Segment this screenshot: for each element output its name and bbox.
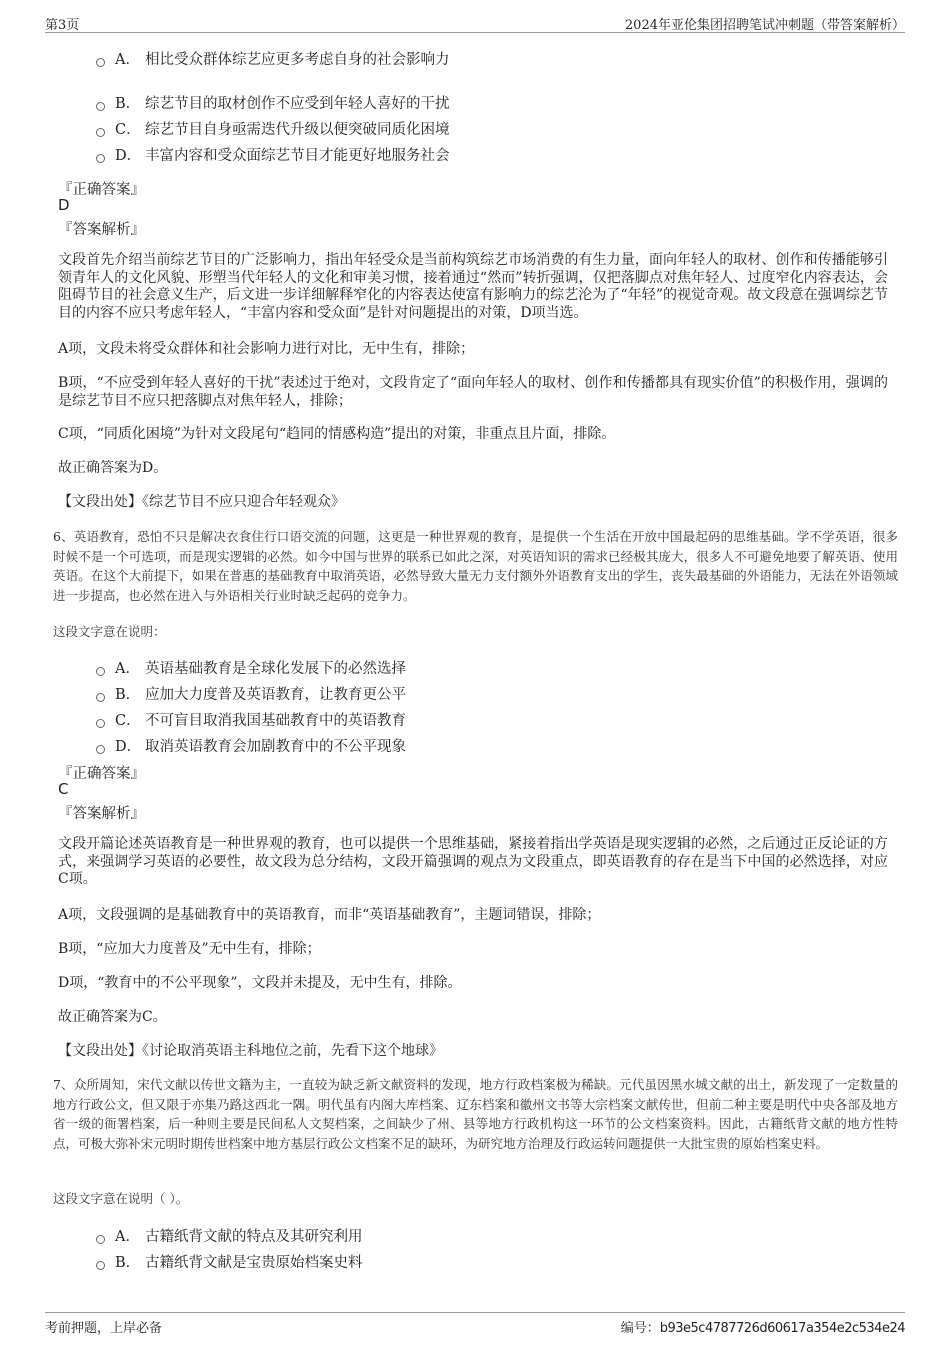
- q5-answer: D: [58, 196, 70, 214]
- q6-source: 【文段出处】《讨论取消英语主科地位之前，先看下这个地球》: [58, 1043, 443, 1059]
- radio-icon[interactable]: [96, 58, 105, 67]
- radio-icon[interactable]: [96, 693, 105, 702]
- q5-option-b[interactable]: B． 综艺节目的取材创作不应受到年轻人喜好的干扰: [96, 92, 450, 113]
- q5-analysis-label: 『答案解析』: [58, 222, 145, 238]
- radio-icon[interactable]: [96, 745, 105, 754]
- q6-analysis-conclusion: 故正确答案为C。: [58, 1009, 167, 1025]
- footer-slogan: 考前押题，上岸必备: [45, 1321, 163, 1336]
- q5-analysis-b: B项，“不应受到年轻人喜好的干扰”表述过于绝对，文段肯定了“面向年轻人的取材、创作和传播都具有现实价值”的积极作用，强调的是综艺节目不应只把落脚点对焦年轻人，排除；: [58, 375, 888, 409]
- q6-answer-label: 『正确答案』: [58, 766, 145, 782]
- radio-icon[interactable]: [96, 1235, 105, 1244]
- q6-prompt: 这段文字意在说明：: [53, 624, 166, 639]
- q6-analysis-b: B项，“应加大力度普及”无中生有，排除；: [58, 941, 321, 957]
- radio-icon[interactable]: [96, 102, 105, 111]
- q6-answer: C: [58, 780, 69, 798]
- radio-icon[interactable]: [96, 154, 105, 163]
- q6-analysis-a: A项，文段强调的是基础教育中的英语教育，而非“英语基础教育”，主题词错误，排除；: [58, 907, 601, 923]
- q5-option-a[interactable]: A． 相比受众群体综艺应更多考虑自身的社会影响力: [96, 48, 450, 69]
- q6-option-b[interactable]: B． 应加大力度普及英语教育，让教育更公平: [96, 683, 406, 704]
- page-number: 第3页: [45, 18, 80, 33]
- document-title: 2024年亚伦集团招聘笔试冲刺题（带答案解析）: [624, 18, 905, 33]
- radio-icon[interactable]: [96, 1261, 105, 1270]
- document-code: 编号：b93e5c4787726d60617a354e2c534e24: [620, 1321, 905, 1336]
- q6-option-c[interactable]: C． 不可盲目取消我国基础教育中的英语教育: [96, 709, 406, 730]
- q5-analysis-conclusion: 故正确答案为D。: [58, 460, 168, 476]
- page-header: [45, 12, 905, 33]
- q5-option-d[interactable]: D． 丰富内容和受众面综艺节目才能更好地服务社会: [96, 144, 450, 165]
- q5-answer-label: 『正确答案』: [58, 182, 145, 198]
- q7-prompt: 这段文字意在说明（ ）。: [53, 1191, 189, 1206]
- q6-analysis-d: D项，“教育中的不公平现象”，文段并未提及，无中生有，排除。: [58, 975, 462, 991]
- page-footer: [45, 1312, 905, 1337]
- q5-analysis-c: C项，“同质化困境”为针对文段尾句“趋同的情感构造”提出的对策，非重点且片面，排除。: [58, 426, 616, 442]
- q5-analysis-a: A项，文段未将受众群体和社会影响力进行对比，无中生有，排除；: [58, 341, 475, 357]
- radio-icon[interactable]: [96, 128, 105, 137]
- q7-option-a[interactable]: A． 古籍纸背文献的特点及其研究利用: [96, 1225, 363, 1246]
- q7-option-b[interactable]: B． 古籍纸背文献是宝贵原始档案史料: [96, 1251, 363, 1272]
- q7-passage: 7、众所周知，宋代文献以传世文籍为主，一直较为缺乏新文献资料的发现，地方行政档案极为稀缺。元代虽因黑水城文献的出土，新发现了一定数量的地方行政公文，但又限于亦集乃路这西北一隅。明代虽有内阁大库档案、辽东档案和徽州文书等大宗档案文献传世，但前二种主要是明代中央各部及地方省一级的衙署档案，后一种则主要是民间私人文契档案，之间缺少了州、县等地方行政机构这一环节的公文档案资料。因此，古籍纸背文献的地方性特点，可极大弥补宋元明时期传世档案中地方基层行政公文档案不足的缺环，为研究地方治理及行政运转问题提供一大批宝贵的原始档案史料。: [53, 1077, 898, 1151]
- q6-analysis-label: 『答案解析』: [58, 806, 145, 822]
- q6-passage: 6、英语教育，恐怕不只是解决衣食住行口语交流的问题，这更是一种世界观的教育，是提供一个生活在开放中国最起码的思维基础。学不学英语，很多时候不是一个可选项，而是现实逻辑的必然。如今中国与世界的联系已如此之深，对英语知识的需求已经极其庞大，很多人不可避免地要了解英语、使用英语。在这个大前提下，如果在普惠的基础教育中取消英语，必然导致大量无力支付额外外语教育支出的学生，丧失最基础的外语能力，无法在外语领域进一步提高，也必然在进入与外语相关行业时缺乏起码的竞争力。: [53, 529, 898, 603]
- radio-icon[interactable]: [96, 719, 105, 728]
- radio-icon[interactable]: [96, 667, 105, 676]
- q5-option-c[interactable]: C． 综艺节目自身亟需迭代升级以便突破同质化困境: [96, 118, 450, 139]
- q6-option-d[interactable]: D． 取消英语教育会加剧教育中的不公平现象: [96, 735, 406, 756]
- q5-source: 【文段出处】《综艺节目不应只迎合年轻观众》: [58, 494, 345, 510]
- q5-analysis-main: 文段首先介绍当前综艺节目的广泛影响力，指出年轻受众是当前构筑综艺市场消费的有生力量，面向年轻人的取材、创作和传播能够引领青年人的文化风貌、形塑当代年轻人的文化和审美习惯，接着通过“然而”转折强调，仅把落脚点对焦年轻人、过度窄化内容表达，会阻碍节目的社会意义生产，后文进一步详细解释窄化的内容表达使富有影响力的综艺沦为了“年轻”的视觉奇观。故文段意在强调综艺节目的内容不应只考虑年轻人，“丰富内容和受众面”是针对问题提出的对策，D项当选。: [58, 252, 888, 321]
- q6-analysis-main: 文段开篇论述英语教育是一种世界观的教育，也可以提供一个思维基础，紧接着指出学英语是现实逻辑的必然，之后通过正反论证的方式，来强调学习英语的必要性，故文段为总分结构，文段开篇强调的观点为文段重点，即英语教育的存在是当下中国的必然选择，对应C项。: [58, 836, 888, 887]
- q6-option-a[interactable]: A． 英语基础教育是全球化发展下的必然选择: [96, 657, 406, 678]
